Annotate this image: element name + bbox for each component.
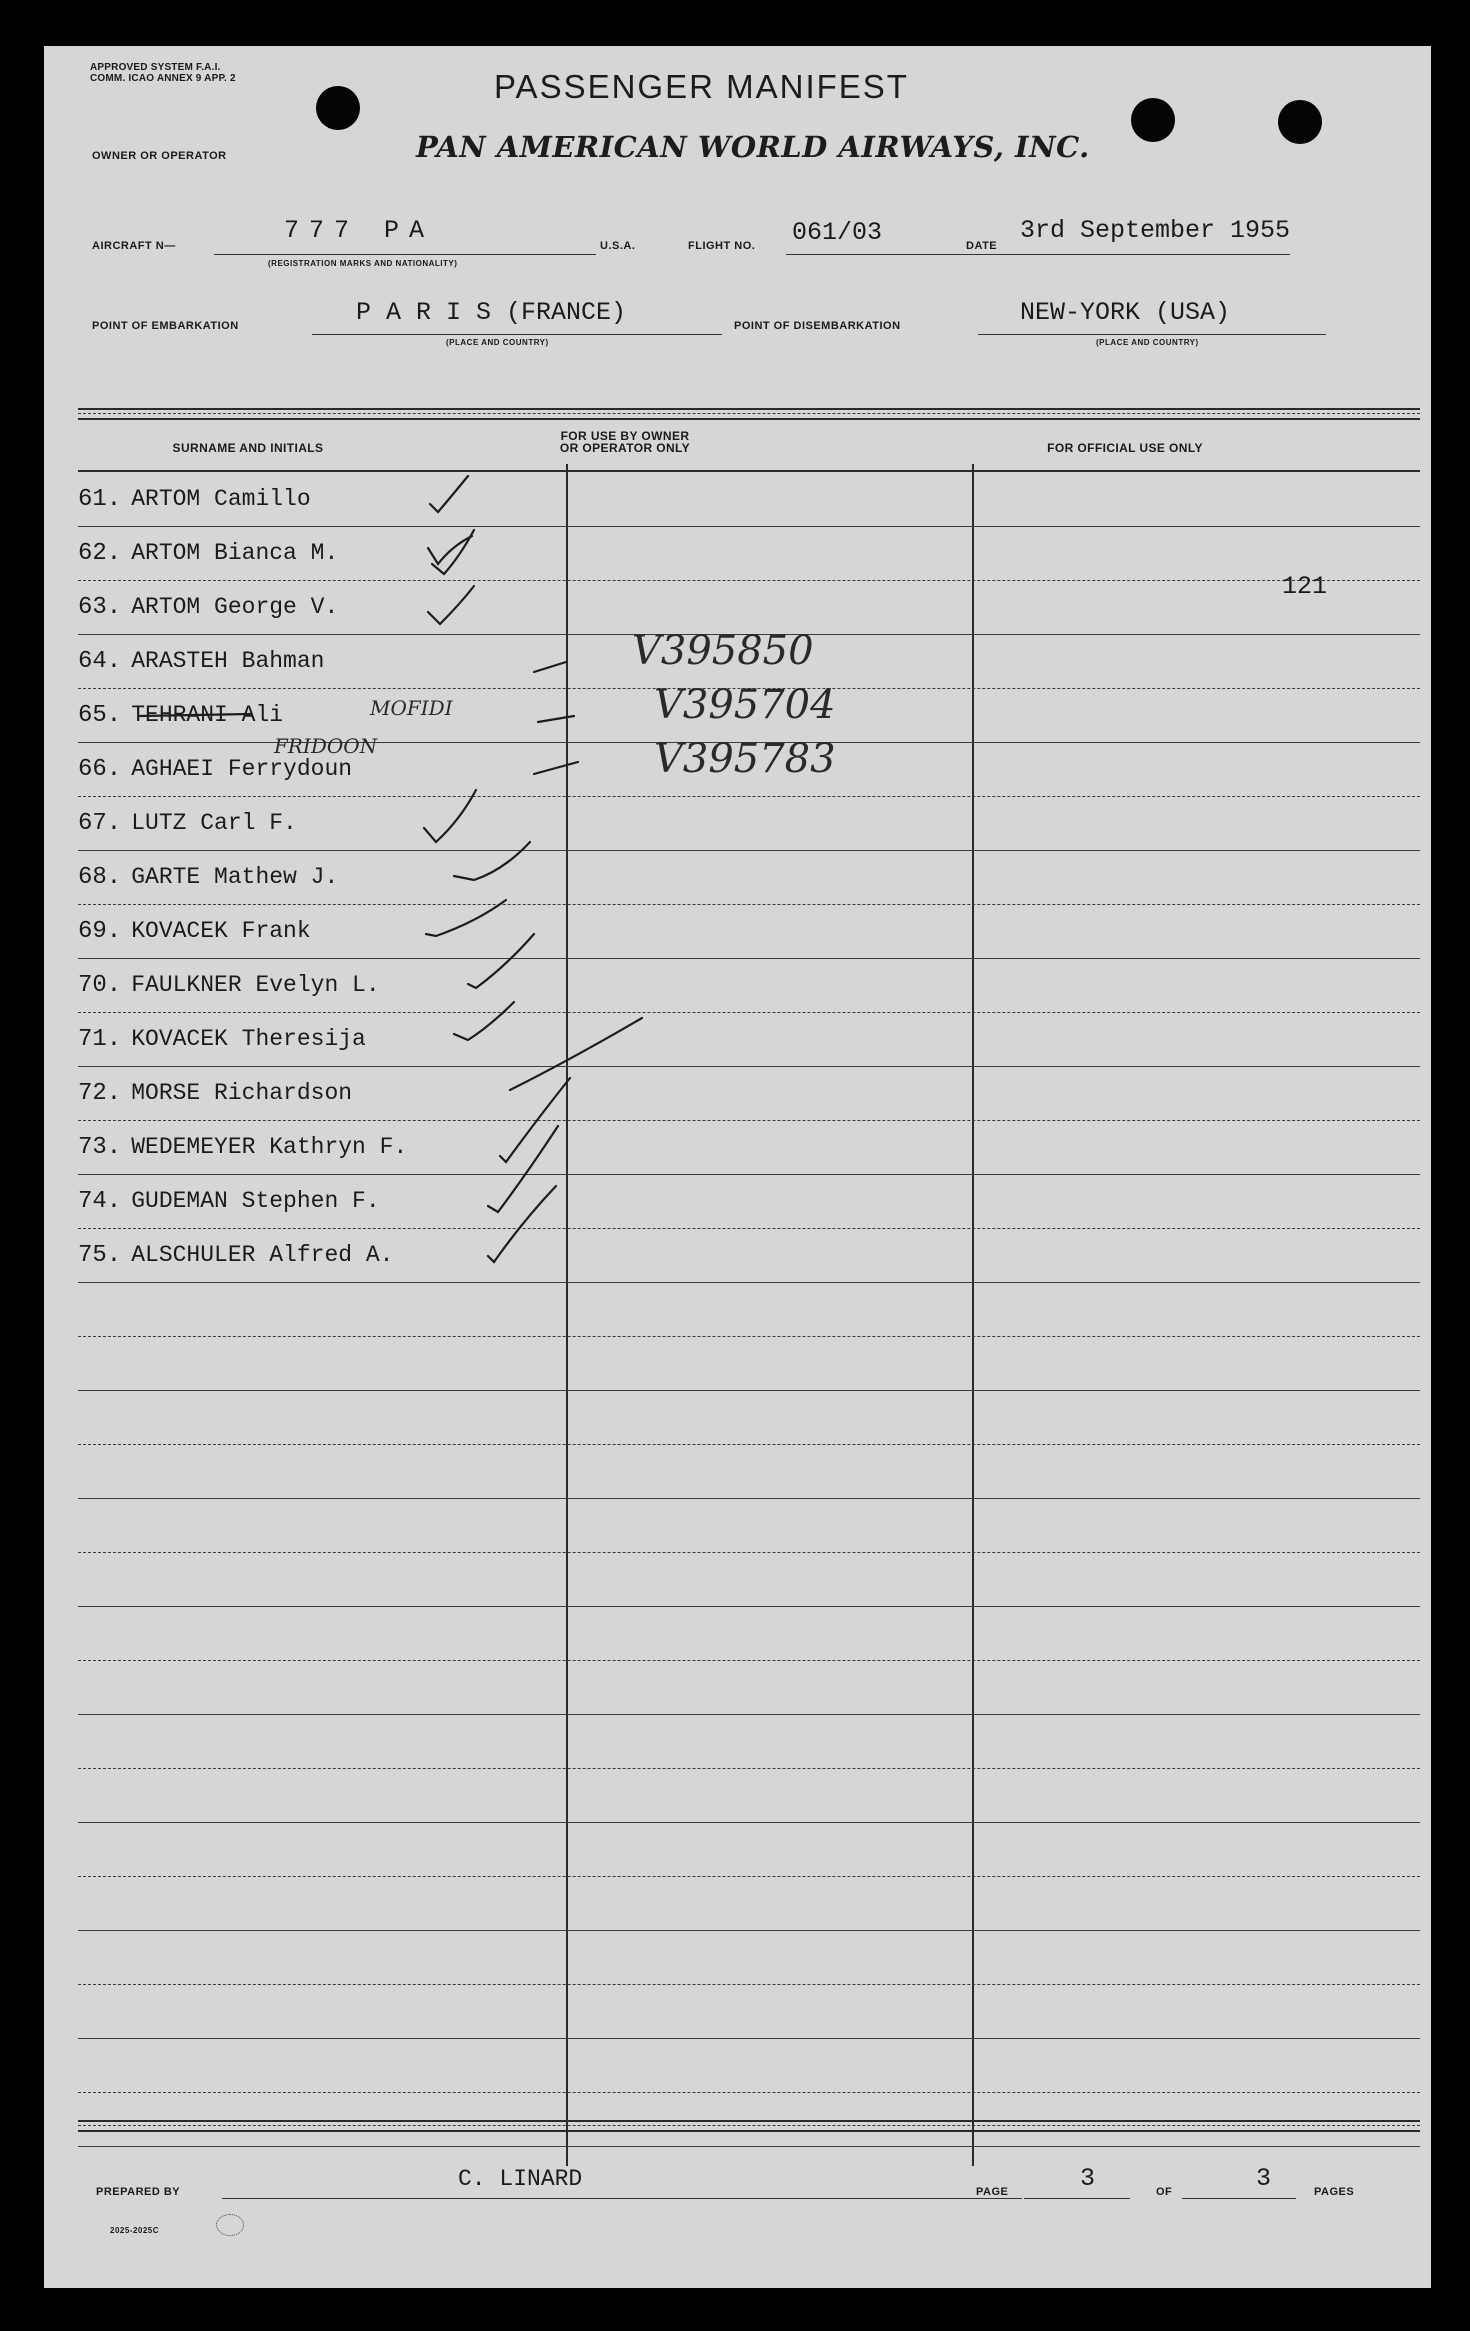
checkmark: [454, 842, 530, 880]
page-label: PAGE: [976, 2186, 1009, 2198]
form-title: PASSENGER MANIFEST: [494, 68, 909, 105]
owner-label: OWNER OR OPERATOR: [92, 150, 227, 162]
handwritten-marks: [44, 46, 1431, 2288]
passenger-number: 70.: [78, 972, 122, 999]
passenger-name: KOVACEK Frank: [131, 918, 311, 944]
flight-value: 061/03: [792, 218, 883, 247]
prepared-underline: [222, 2198, 1022, 2199]
page-underline: [1024, 2198, 1130, 2199]
col-header-names: SURNAME AND INITIALS: [172, 441, 324, 455]
operator-number: V395704: [654, 682, 836, 728]
company-name: PAN AMERICAN WORLD AIRWAYS, INC.: [416, 130, 1090, 164]
handwritten-correction: MOFIDI: [370, 696, 453, 720]
prepared-label: PREPARED BY: [96, 2186, 181, 2198]
of-underline: [1182, 2198, 1296, 2199]
passenger-number: 69.: [78, 918, 122, 945]
passenger-name: GUDEMAN Stephen F.: [131, 1188, 380, 1214]
footer-rule: [78, 2125, 1420, 2126]
footer-rule: [78, 2130, 1420, 2132]
passenger-number: 67.: [78, 810, 122, 837]
check-dash: [538, 716, 574, 722]
passenger-number: 64.: [78, 648, 122, 675]
embark-label: POINT OF EMBARKATION: [92, 320, 239, 332]
operator-number: V395850: [632, 628, 814, 674]
check-dash: [534, 662, 566, 672]
flight-label: FLIGHT NO.: [688, 240, 756, 252]
passenger-name: ALSCHULER Alfred A.: [131, 1242, 394, 1268]
footer-rule: [78, 2120, 1420, 2122]
checkmark: [428, 536, 472, 564]
passenger-number: 71.: [78, 1026, 122, 1053]
checkmark: [488, 1186, 556, 1262]
pages-label: PAGES: [1314, 2186, 1355, 2198]
checkmark: [454, 1002, 514, 1040]
approval-note: APPROVED SYSTEM F.A.I. COMM. ICAO ANNEX 9 APP. 2: [90, 62, 236, 84]
passenger-name: MORSE Richardson: [131, 1080, 353, 1106]
printer-seal-icon: [216, 2214, 244, 2236]
passenger-name: WEDEMEYER Kathryn F.: [131, 1134, 408, 1160]
passenger-number: 63.: [78, 594, 122, 621]
passenger-name: ARTOM Bianca M.: [131, 540, 339, 566]
passenger-name: ARTOM Camillo: [131, 486, 311, 512]
passenger-number: 65.: [78, 702, 122, 729]
prepared-value: C. LINARD: [458, 2166, 583, 2192]
passenger-number: 62.: [78, 540, 122, 567]
passenger-name: KOVACEK Theresija: [131, 1026, 366, 1052]
passenger-number: 66.: [78, 756, 122, 783]
operator-number: V395783: [654, 736, 836, 782]
passenger-name: ARASTEH Bahman: [131, 648, 325, 674]
disembark-label: POINT OF DISEMBARKATION: [734, 320, 901, 332]
handwritten-correction: FRIDOON: [274, 734, 378, 758]
disembark-caption: (PLACE AND COUNTRY): [1096, 338, 1199, 347]
of-value: 3: [1256, 2164, 1272, 2193]
col-header-official: FOR OFFICIAL USE ONLY: [1047, 441, 1203, 455]
manifest-sheet: [44, 46, 1431, 2288]
col-header-operator-line2: OR OPERATOR ONLY: [559, 441, 691, 455]
checkmark: [428, 586, 474, 624]
passenger-number: 61.: [78, 486, 122, 513]
usa-label: U.S.A.: [600, 240, 636, 252]
official-use-note: 121: [1282, 572, 1328, 601]
aircraft-label: AIRCRAFT N—: [92, 240, 176, 252]
col-header-operator-line1: FOR USE BY OWNER: [560, 429, 690, 443]
checkmark: [468, 934, 534, 988]
checkmark: [426, 900, 506, 936]
passenger-number: 73.: [78, 1134, 122, 1161]
embark-caption: (PLACE AND COUNTRY): [446, 338, 549, 347]
passenger-number: 75.: [78, 1242, 122, 1269]
passenger-name: TEHRANI Ali: [131, 702, 284, 728]
aircraft-value: 777 PA: [284, 216, 435, 245]
passenger-number: 72.: [78, 1080, 122, 1107]
form-code: 2025-2025C: [110, 2226, 160, 2235]
strikeout-line: [140, 714, 250, 716]
check-dash: [534, 762, 578, 774]
passenger-name: AGHAEI Ferrydoun: [131, 756, 353, 782]
embark-value: P A R I S (FRANCE): [356, 298, 627, 327]
passenger-number: 68.: [78, 864, 122, 891]
checkmark: [432, 530, 474, 574]
passenger-name: FAULKNER Evelyn L.: [131, 972, 380, 998]
passenger-number: 74.: [78, 1188, 122, 1215]
passenger-name: GARTE Mathew J.: [131, 864, 339, 890]
passenger-name: ARTOM George V.: [131, 594, 339, 620]
check-dash: [510, 1018, 642, 1090]
date-value: 3rd September 1955: [1020, 216, 1291, 245]
registration-caption: (REGISTRATION MARKS AND NATIONALITY): [268, 259, 458, 268]
of-label: OF: [1156, 2186, 1173, 2198]
page-value: 3: [1080, 2164, 1096, 2193]
passenger-name: LUTZ Carl F.: [131, 810, 297, 836]
checkmark: [430, 476, 468, 512]
checkmark: [424, 790, 476, 842]
disembark-value: NEW-YORK (USA): [1020, 298, 1231, 327]
date-label: DATE: [966, 240, 998, 252]
